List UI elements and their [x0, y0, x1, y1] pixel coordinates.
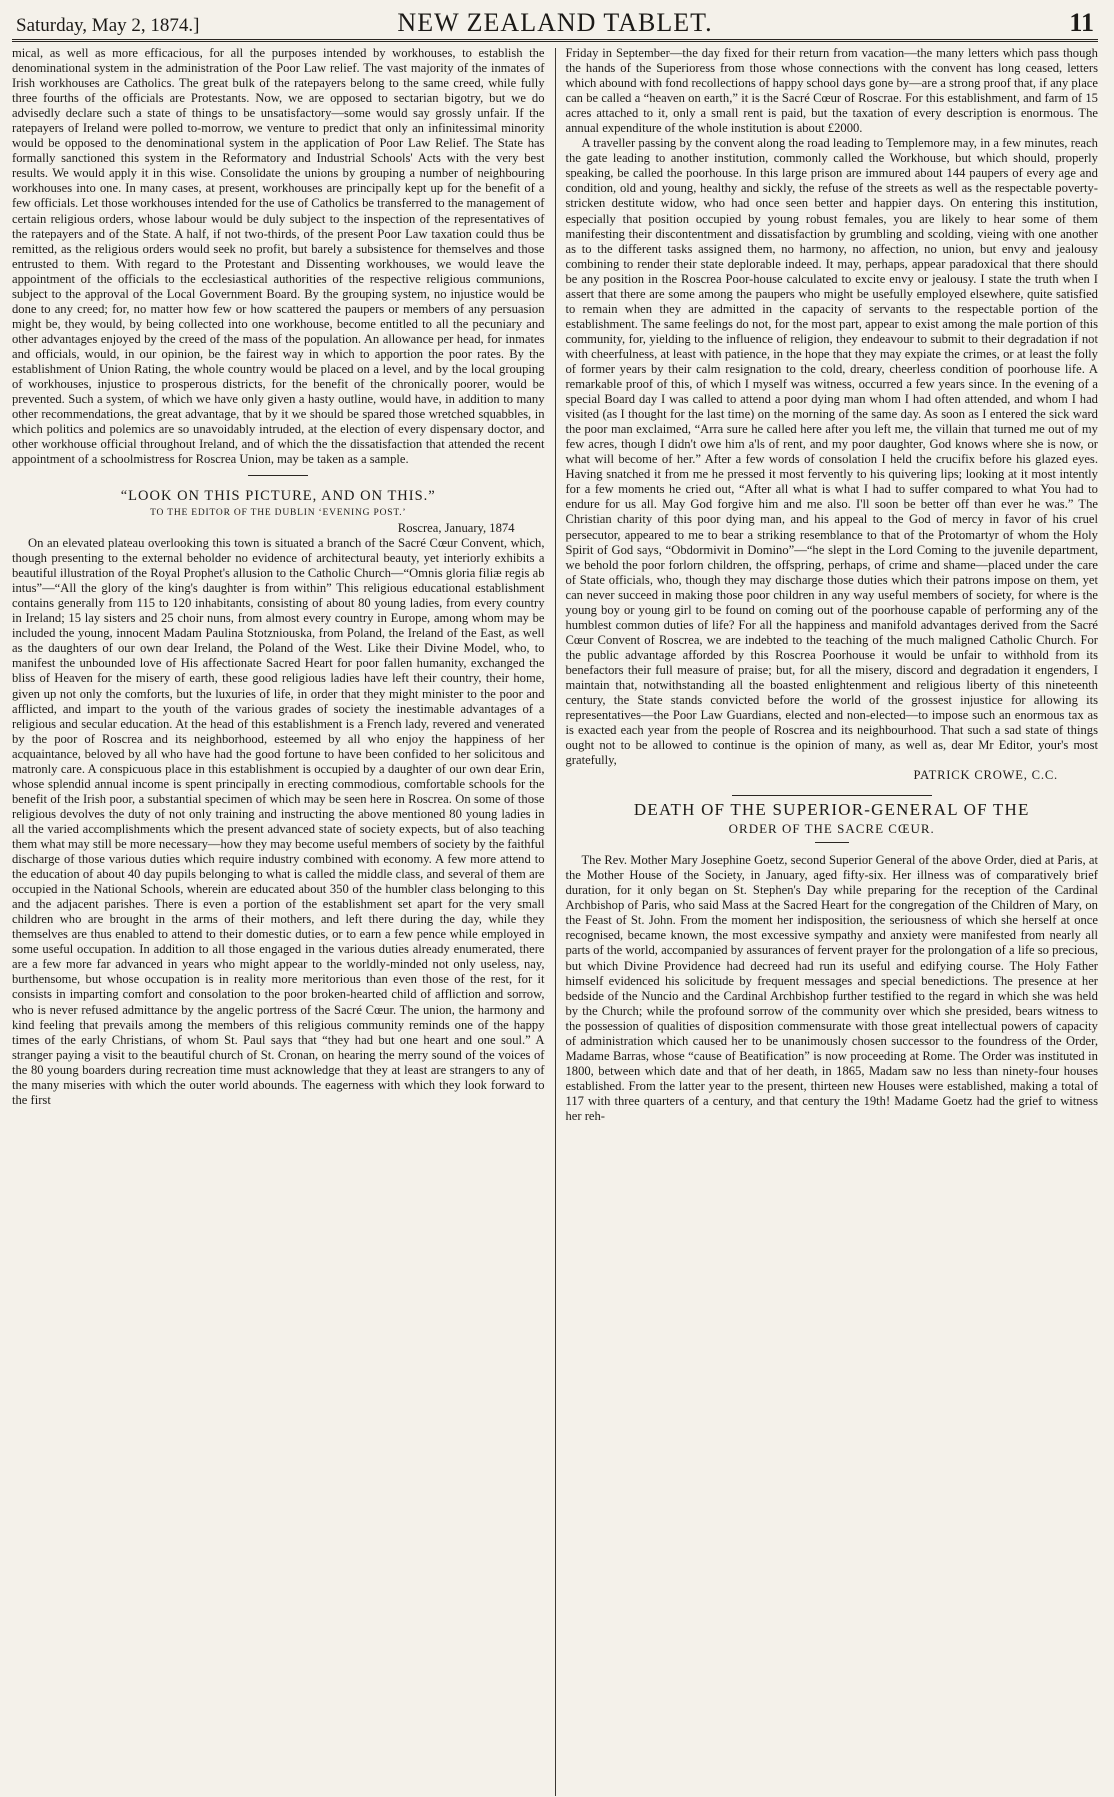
workhouse-article-continuation: mical, as well as more efficacious, for all the purposes intended by workhouses, to establish the denominational system in the administration of the Poor Law relief. The vast majority of the inmates of Irish workhouses are Catholics. The great bulk of the ratepayers belong to the same creed, while fully three fourths of the officials are Protestants. Now, we are opposed to sectarian bigotry, but we do advisedly declare such a state of things to be unsatisfactory—some would say grossly unfair. If the ratepayers of Ireland were polled to-morrow, we venture to predict that only an infinitessimal minority would be opposed to the denominational system in the application of Poor Law Relief. The State has formally sanctioned this system in the Reformatory and Industrial Schools' Acts with the very best results. We would apply it in this wise. Consolidate the unions by grouping a number of neighbouring workhouses into one. In many cases, at present, workhouses are principally kept up for the benefit of a few officials. Let those workhouses intended for the use of Catholics be transferred to the management of certain religious orders, whose labour would be duly subject to the inspection of the representatives of the ratepayers and of the State. A half, if not two-thirds, of the present Poor Law taxation could thus be remitted, as the religious orders would seek no profit, but barely a subsistence for themselves and those entrusted to them. With regard to the Protestant and Dissenting workhouses, we would leave the appointment of the officials to the ecclesiastical authorities of the respective religious communions, subject to the approval of the Local Government Board. By the grouping system, no injustice would be done to any creed; for, no matter how few or how scattered the paupers or members of any persuasion might be, they would, by being collected into one workhouse, become entitled to all the pecuniary and other advantages enjoyed by the creed of the mass of the population. An allowance per head, for inmates and officials, would, in our opinion, be the fairest way in which to apportion the poor rates. By the establishment of Union Rating, the whole country would be placed on a level, and by the local grouping of workhouses, injustice to prosperous districts, for the benefit of the chronically poorer, would be prevented. Such a system, of which we have only given a hasty outline, would have, in addition to many other recommendations, the great advantage, that by it we should be spared those wretched squabbles, in which politics and polemics are so unavoidably intruded, at the election of every dispensary doctor, and other workhouse official throughout Ireland, and of which the the dissatisfaction that attended the recent appointment of a schoolmistress for Roscrea Union, may be taken as a sample.: [12, 46, 545, 467]
left-column: [12, 46, 555, 1796]
obituary-paragraph: The Rev. Mother Mary Josephine Goetz, second Superior General of the above Order, died at Paris, at the Mother House of the Society, in January, aged fifty-six. Her illness was of comparatively brief duration, for it only began on St. Stephen's Day while preparing for the reception of the Cardinal Archbishop of Paris, who said Mass at the Sacred Heart for the congregation of the Children of Mary, on the Feast of St. John. From the moment her indisposition, the seriousness of which she herself at once recognised, became known, the most excessive sympathy and anxiety were manifested from nearly all parts of the world, accompanied by assurances of fervent prayer for the prolongation of a life so precious, but which Divine Providence had decreed had run its useful and edifying course. The Holy Father himself evidenced his solicitude by frequent messages and special benedictions. The presence at her bedside of the Nuncio and the Cardinal Archbishop further testified to the regard in which she was held by the Church; while the profound sorrow of the community over which she presided, bears witness to the possession of qualities of disposition commensurate with those great intellectual powers of capacity of administration which caused her to be unanimously chosen successor to the foundress of the Order, Madame Barras, whose “cause of Beatification” is now proceeding at Rome. The Order was instituted in 1800, between which date and that of her death, in 1865, Madam saw no less than ninety-four houses established. From the latter year to the present, thirteen new Houses were established, making a total of 117 with three quarters of a century, and that century the 19th! Madame Goetz had the grief to witness her reh-: [565, 853, 1098, 1123]
newspaper-title: NEW ZEALAND TABLET.: [397, 8, 713, 37]
letter-headline: “LOOK ON THIS PICTURE, AND ON THIS.”: [120, 488, 436, 505]
letter-signature: PATRICK CROWE, C.C.: [913, 768, 1058, 783]
letter-subheading: TO THE EDITOR OF THE DUBLIN ‘EVENING POST.’: [150, 507, 407, 518]
page-number: 11: [1069, 8, 1094, 37]
obituary-headline: DEATH OF THE SUPERIOR-GENERAL OF THE: [633, 800, 1030, 820]
article-columns: [12, 46, 1098, 1796]
headline-underline: [815, 842, 849, 843]
section-divider: [732, 795, 932, 796]
obituary-headline-subline: ORDER OF THE SACRE CŒUR.: [728, 820, 935, 836]
letter-paragraph: A traveller passing by the convent along the road leading to Templemore may, in a few minutes, reach the gate leading to another institution, commonly called the Workhouse, but which should, properly speaking, be called the poorhouse. In this large prison are immured about 144 paupers of every age and condition, old and young, healthy and sickly, the refuse of the streets as well as the respectable poverty-stricken destitute widow, who had once seen better and happier days. On entering this institution, especially that position occupied by young robust females, you are likely to hear some of them manifesting their discontentment and dissatisfaction by grumbling and scolding, vieing with one another as to the different tasks assigned them, no harmony, no affection, no union, but envy and jealousy combining to render their state deplorable indeed. It may, perhaps, appear paradoxical that there should be any position in the Roscrea Poor-house calculated to excite envy or jealousy. I state the truth when I assert that there are some among the paupers who might be usefully employed elsewhere, quite satisfied to remain when they are admitted in the capacity of servants to the respectable portion of the establishment. The same feelings do not, for the most part, appear to exist among the male portion of this community, for, yielding to the influence of religion, they endeavour to submit to their degradation if not with cheerfulness, at least with patience, in the hope that they may expiate the crimes, or at least the folly of former years by their calm resignation to the cold, dreary, cheerless condition of poorhouse life. A remarkable proof of this, of which I myself was witness, occurred a few years since. In the evening of a special Board day I was called to attend a poor dying man whom I had often attended, and whom I had visited (as I thought for the last time) on the morning of the same day. As soon as I entered the sick ward the poor man exclaimed, “Arra sure he called here after you left me, the villain that turned me out of my few acres, though I didn't owe him a'ls of rent, and my poor daughter, God knows where she is now, or what will become of her.” After a few words of consolation I held the crucifix before his glazed eyes. Having snatched it from me he pressed it most fervently to his quivering lips; looking at it most intently for a few moments he cried out, “After all what is what I had to suffer compared to what You had to endure for us all. May God forgive him and me also. I'll soon be better off than ever he was.” The Christian charity of this poor dying man, and his appeal to the God of mercy in favor of his cruel persecutor, appeared to me to bear a striking resemblance to that of the Protomartyr of whom the Holy Spirit of God says, “Obdormivit in Domino”—“he slept in the Lord Coming to the juvenile department, we behold the poor forlorn children, the offspring, perhaps, of crime and shame—placed under the care of State officials, who, though they may discharge those duties which their patrons impose on them, yet can never succeed in making those poor children in any way useful members of society, for where is the young boy or young girl to be found on coming out of the poorhouse capable of performing any of the humblest common duties of life? For all the happiness and manifold advantages derived from the Sacré Cœur Convent of Roscrea, we are indebted to the teaching of the much maligned Catholic Church. For the public advantage afforded by this Roscrea Poorhouse it would be unfair to withhold from its benefactors their full measure of praise; but, for all the misery, discord and degradation it engenders, I maintain that, notwithstanding all the boasted enlightenment and religious liberty of this nineteenth century, the State stands convicted before the world of the grossest injustice for allowing its representatives—the Poor Law Guardians, elected and non-elected—to impose such an enormous tax as is exacted each year from the people of Roscrea and its neighbourhood. That such a sad state of things ought not to be allowed to continue is the opinion of many, as well as, dear Mr Editor, your's most gratefully,: [565, 136, 1098, 768]
letter-paragraph-continued: Friday in September—the day fixed for their return from vacation—the many letters which pass though the hands of the Superioress from those whose connections with the convent has long ceased, letters which abound with fond recollections of happy school days gone by—are a strong proof that, if any place can be called a “heaven on earth,” it is the Sacré Cœur of Roscrae. For this establishment, and farm of 15 acres attached to it, only a small rent is paid, but the taxation of every description is enormous. The annual expenditure of the whole institution is about £2000.: [565, 46, 1098, 136]
section-divider: [248, 475, 308, 476]
masthead: [12, 8, 1098, 42]
letter-paragraph: On an elevated plateau overlooking this town is situated a branch of the Sacré Cœur Convent, which, though presenting to the external beholder no evidence of architectural beauty, yet interiorly exhibits a beautiful illustration of the Royal Prophet's allusion to the Catholic Church—“Omnis gloria filiæ regis ab intus”—“All the glory of the king's daughter is from within” This religious educational establishment contains generally from 115 to 120 inhabitants, consisting of about 80 young ladies, from every country in Ireland; 15 lay sisters and 25 choir nuns, from almost every country in Europe, among whom may be included the young, innocent Madam Paulina Stotzniouska, from Poland, the Ireland of the East, as well as the daughters of our own dear Ireland, the Poland of the West. Like their Divine Model, who, to manifest the unbounded love of His affectionate Sacred Heart for poor fallen humanity, exchanged the bliss of Heaven for the misery of earth, these good religious ladies have left their country, their home, given up not only the comforts, but the luxuries of life, in order that they might minister to the poor and afflicted, and impart to the youth of the various grades of society the inestimable advantages of a religious and secular education. At the head of this establishment is a French lady, revered and venerated by the poor of Roscrea and its neighborhood, esteemed by all who enjoy the happiness of her acquaintance, beloved by all who have had the good fortune to have been confided to her solicitous and matronly care. A conspicuous place in this establishment is occupied by a daughter of our own dear Erin, whose splendid annual income is spent principally in erecting commodious, comfortable schools for the benefit of the Irish poor, a substantial specimen of which may be seen here in Roscrea. On some of those religious devolves the duty of not only training and instructing the above mentioned 80 young ladies in all the varied accomplishments which the present advanced state of society expects, but of also teaching them what may still be more necessary—how they may become useful members of society by the faithful discharge of those various duties which require industry combined with economy. A few more attend to the education of about 40 day pupils belonging to what is called the middle class, and several of them are occupied in the National Schools, wherein are educated about 350 of the humbler class belonging to this and the adjacent parishes. There is even a portion of the establishment set apart for the very small children who are brought in the arms of their mothers, and left there during the day, while they themselves are thus enabled to attend to their domestic duties, or to earn a few pence while employed in some useful occupation. In addition to all those engaged in the various duties already enumerated, there are a few more far advanced in years who might appear to the worldly-minded not only useless, nay, burthensome, but whose occupation is in reality more meritorious than even those of the rest, for it consists in imparting comfort and consolation to the poor broken-hearted child of affliction and sorrow, who is never refused admittance by the angelic portress of the Sacré Cœur. The union, the harmony and kind feeling that prevails among the members of this religious community reminds one of the happy times of the early Christians, of whom St. Paul says that “they had but one heart and one soul.” A stranger paying a visit to the beautiful church of St. Cronan, on hearing the merry sound of the voices of the 80 young boarders during recreation time must acknowledge that they at least are strangers to any of the many miseries with which the outer world abounds. The eagerness with which they look forward to the first: [12, 536, 545, 1107]
issue-date: Saturday, May 2, 1874.]: [16, 15, 200, 36]
right-column: [555, 46, 1098, 1796]
letter-dateline: Roscrea, January, 1874: [397, 521, 515, 535]
